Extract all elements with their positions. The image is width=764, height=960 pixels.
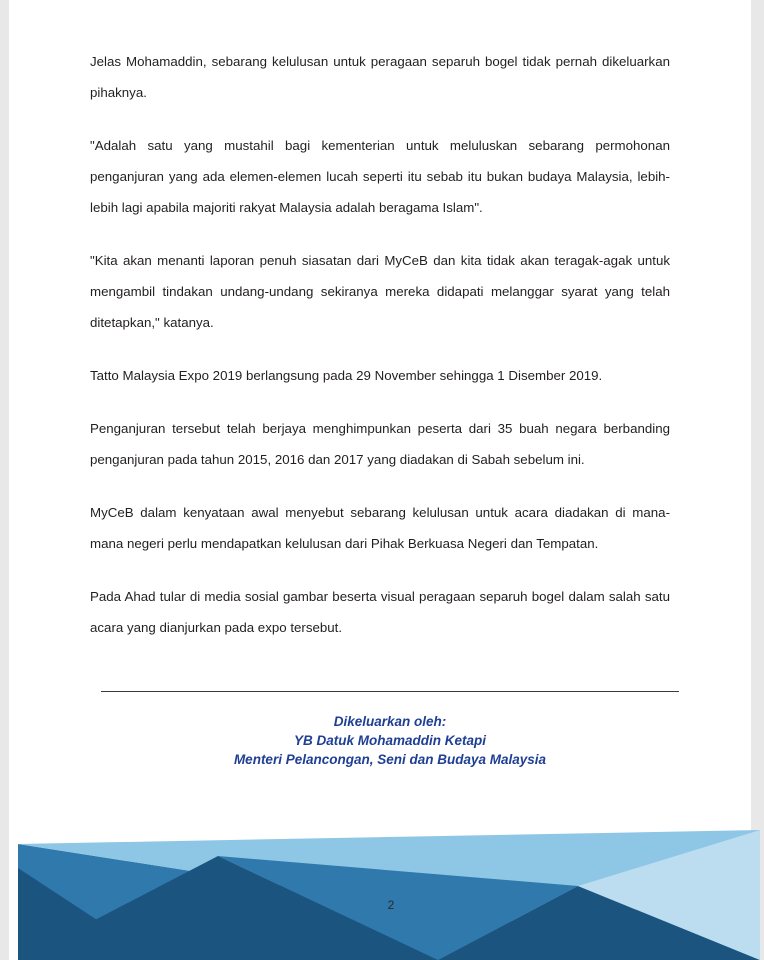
signature-line-3: Menteri Pelancongan, Seni dan Budaya Malaysia (233, 752, 547, 767)
paragraph: Pada Ahad tular di media sosial gambar beserta visual peragaan separuh bogel dalam salah satu acara yang dianjurkan pada expo tersebut. (90, 589, 670, 635)
page-number: 2 (387, 898, 395, 912)
paragraph: Penganjuran tersebut telah berjaya menghimpunkan peserta dari 35 buah negara berbanding penganjuran pada tahun 2015, 2016 dan 2017 yang diadakan di Sabah sebelum ini. (90, 421, 670, 467)
document-body (90, 46, 670, 643)
horizontal-rule (101, 691, 679, 692)
signature-line-2: YB Datuk Mohamaddin Ketapi (293, 733, 487, 748)
footer-decorative-graphic (18, 816, 760, 960)
signature-block (90, 712, 690, 769)
page-gutter-left (0, 0, 9, 960)
paragraph: "Kita akan menanti laporan penuh siasatan dari MyCeB dan kita tidak akan teragak-agak untuk mengambil tindakan undang-undang sekiranya mereka didapati melanggar syarat yang telah ditetapkan," katanya. (90, 253, 670, 330)
signature-line-1: Dikeluarkan oleh: (333, 714, 447, 729)
paragraph: MyCeB dalam kenyataan awal menyebut sebarang kelulusan untuk acara diadakan di mana-mana negeri perlu mendapatkan kelulusan dari Pihak Berkuasa Negeri dan Tempatan. (90, 505, 670, 551)
page-sheet (9, 0, 751, 960)
paragraph: Tatto Malaysia Expo 2019 berlangsung pada 29 November sehingga 1 Disember 2019. (90, 368, 603, 383)
paragraph: Jelas Mohamaddin, sebarang kelulusan untuk peragaan separuh bogel tidak pernah dikeluarkan pihaknya. (90, 54, 670, 100)
paragraph: "Adalah satu yang mustahil bagi kementerian untuk meluluskan sebarang permohonan penganjuran yang ada elemen-elemen lucah seperti itu sebab itu bukan budaya Malaysia, lebih-lebih lagi apabila majoriti rakyat Malaysia adalah beragama Islam". (90, 138, 670, 215)
